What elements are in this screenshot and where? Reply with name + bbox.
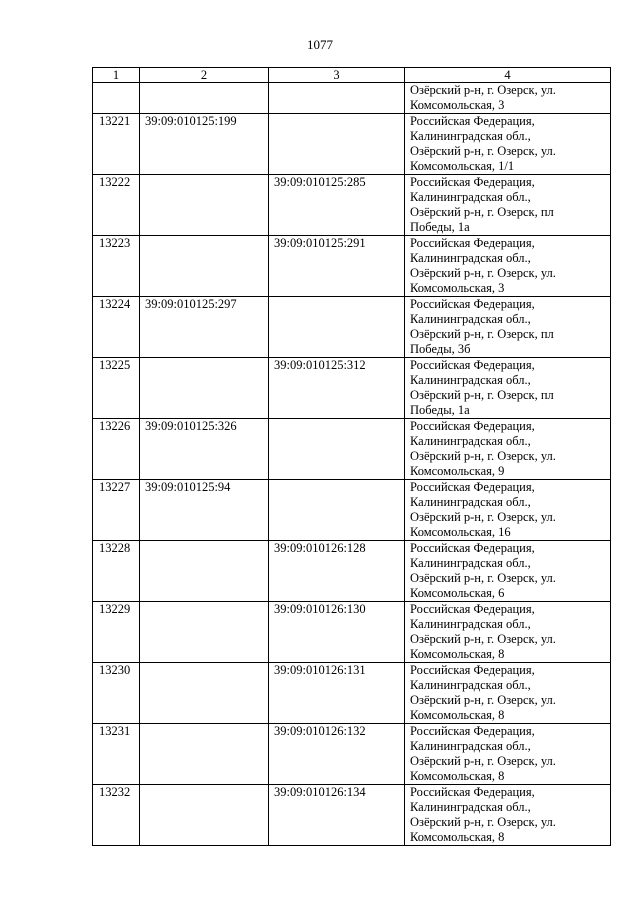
address-line: Российская Федерация, bbox=[410, 724, 535, 738]
cadastral-number-col2: 39:09:010125:297 bbox=[140, 297, 269, 358]
table-row bbox=[93, 358, 611, 419]
address-line: Озёрский р-н, г. Озерск, ул. bbox=[410, 83, 556, 97]
cadastral-number-col2 bbox=[140, 83, 269, 114]
cadastral-number-col3: 39:09:010126:130 bbox=[269, 602, 405, 663]
cadastral-number-col2 bbox=[140, 358, 269, 419]
table-row bbox=[93, 419, 611, 480]
row-number: 13230 bbox=[93, 663, 140, 724]
address-line: Озёрский р-н, г. Озерск, ул. bbox=[410, 693, 556, 707]
address-line: Комсомольская, 8 bbox=[410, 769, 505, 783]
row-number: 13222 bbox=[93, 175, 140, 236]
cadastral-number-col3 bbox=[269, 419, 405, 480]
address-line: Российская Федерация, bbox=[410, 480, 535, 494]
address-line: Комсомольская, 6 bbox=[410, 586, 505, 600]
address-cell bbox=[405, 236, 611, 297]
table-row bbox=[93, 236, 611, 297]
address-line: Калининградская обл., bbox=[410, 129, 531, 143]
address-cell bbox=[405, 663, 611, 724]
address-line: Российская Федерация, bbox=[410, 785, 535, 799]
address-cell bbox=[405, 419, 611, 480]
row-number: 13221 bbox=[93, 114, 140, 175]
address-line: Калининградская обл., bbox=[410, 190, 531, 204]
address-cell bbox=[405, 175, 611, 236]
address-cell bbox=[405, 602, 611, 663]
table-row bbox=[93, 541, 611, 602]
page-number: 1077 bbox=[307, 37, 333, 52]
address-line: Российская Федерация, bbox=[410, 419, 535, 433]
address-line: Озёрский р-н, г. Озерск, пл bbox=[410, 388, 554, 402]
address-line: Победы, 3б bbox=[410, 342, 471, 356]
address-line: Российская Федерация, bbox=[410, 297, 535, 311]
address-line: Калининградская обл., bbox=[410, 251, 531, 265]
table-row bbox=[93, 297, 611, 358]
address-line: Российская Федерация, bbox=[410, 541, 535, 555]
address-cell bbox=[405, 83, 611, 114]
address-cell bbox=[405, 114, 611, 175]
row-number: 13232 bbox=[93, 785, 140, 846]
cadastral-number-col3: 39:09:010125:291 bbox=[269, 236, 405, 297]
registry-table bbox=[92, 67, 611, 846]
address-line: Озёрский р-н, г. Озерск, ул. bbox=[410, 754, 556, 768]
address-line: Озёрский р-н, г. Озерск, ул. bbox=[410, 266, 556, 280]
cadastral-number-col3: 39:09:010126:128 bbox=[269, 541, 405, 602]
table-row bbox=[93, 114, 611, 175]
address-line: Калининградская обл., bbox=[410, 312, 531, 326]
address-line: Российская Федерация, bbox=[410, 358, 535, 372]
cadastral-number-col2 bbox=[140, 175, 269, 236]
address-line: Комсомольская, 16 bbox=[410, 525, 511, 539]
address-line: Комсомольская, 8 bbox=[410, 708, 505, 722]
cadastral-number-col3: 39:09:010126:134 bbox=[269, 785, 405, 846]
address-cell bbox=[405, 724, 611, 785]
address-line: Комсомольская, 3 bbox=[410, 98, 505, 112]
cadastral-number-col2 bbox=[140, 541, 269, 602]
address-line: Российская Федерация, bbox=[410, 114, 535, 128]
address-line: Калининградская обл., bbox=[410, 373, 531, 387]
table-row bbox=[93, 724, 611, 785]
address-line: Победы, 1а bbox=[410, 403, 470, 417]
cadastral-number-col3: 39:09:010126:131 bbox=[269, 663, 405, 724]
cadastral-number-col3: 39:09:010125:285 bbox=[269, 175, 405, 236]
address-line: Калининградская обл., bbox=[410, 495, 531, 509]
table-row bbox=[93, 83, 611, 114]
address-line: Российская Федерация, bbox=[410, 236, 535, 250]
address-cell bbox=[405, 785, 611, 846]
table-header-row bbox=[93, 68, 611, 83]
address-line: Российская Федерация, bbox=[410, 663, 535, 677]
address-line: Калининградская обл., bbox=[410, 617, 531, 631]
cadastral-number-col2 bbox=[140, 785, 269, 846]
address-line: Калининградская обл., bbox=[410, 556, 531, 570]
address-line: Российская Федерация, bbox=[410, 175, 535, 189]
address-line: Комсомольская, 1/1 bbox=[410, 159, 515, 173]
address-line: Калининградская обл., bbox=[410, 800, 531, 814]
cadastral-number-col2 bbox=[140, 236, 269, 297]
table-row bbox=[93, 663, 611, 724]
row-number: 13225 bbox=[93, 358, 140, 419]
address-line: Озёрский р-н, г. Озерск, ул. bbox=[410, 632, 556, 646]
address-line: Калининградская обл., bbox=[410, 739, 531, 753]
address-line: Калининградская обл., bbox=[410, 434, 531, 448]
row-number: 13228 bbox=[93, 541, 140, 602]
row-number bbox=[93, 83, 140, 114]
address-line: Калининградская обл., bbox=[410, 678, 531, 692]
row-number: 13226 bbox=[93, 419, 140, 480]
address-line: Озёрский р-н, г. Озерск, пл bbox=[410, 205, 554, 219]
address-line: Комсомольская, 8 bbox=[410, 647, 505, 661]
address-line: Комсомольская, 9 bbox=[410, 464, 505, 478]
address-line: Озёрский р-н, г. Озерск, ул. bbox=[410, 571, 556, 585]
column-header-3: 3 bbox=[269, 68, 405, 83]
address-line: Российская Федерация, bbox=[410, 602, 535, 616]
address-line: Победы, 1а bbox=[410, 220, 470, 234]
cadastral-number-col3 bbox=[269, 297, 405, 358]
row-number: 13223 bbox=[93, 236, 140, 297]
table-body bbox=[93, 68, 611, 846]
column-header-2: 2 bbox=[140, 68, 269, 83]
cadastral-number-col2 bbox=[140, 602, 269, 663]
table-row bbox=[93, 602, 611, 663]
address-cell bbox=[405, 541, 611, 602]
cadastral-number-col3: 39:09:010125:312 bbox=[269, 358, 405, 419]
cadastral-number-col2: 39:09:010125:199 bbox=[140, 114, 269, 175]
address-cell bbox=[405, 480, 611, 541]
cadastral-number-col3 bbox=[269, 114, 405, 175]
cadastral-number-col2: 39:09:010125:326 bbox=[140, 419, 269, 480]
address-cell bbox=[405, 358, 611, 419]
cadastral-number-col3: 39:09:010126:132 bbox=[269, 724, 405, 785]
cadastral-number-col3 bbox=[269, 480, 405, 541]
table-row bbox=[93, 785, 611, 846]
cadastral-number-col3 bbox=[269, 83, 405, 114]
address-line: Комсомольская, 8 bbox=[410, 830, 505, 844]
column-header-4: 4 bbox=[405, 68, 611, 83]
cadastral-number-col2 bbox=[140, 663, 269, 724]
row-number: 13229 bbox=[93, 602, 140, 663]
row-number: 13227 bbox=[93, 480, 140, 541]
table-row bbox=[93, 480, 611, 541]
column-header-1: 1 bbox=[93, 68, 140, 83]
address-line: Озёрский р-н, г. Озерск, пл bbox=[410, 327, 554, 341]
address-line: Озёрский р-н, г. Озерск, ул. bbox=[410, 510, 556, 524]
cadastral-number-col2 bbox=[140, 724, 269, 785]
address-line: Озёрский р-н, г. Озерск, ул. bbox=[410, 815, 556, 829]
row-number: 13224 bbox=[93, 297, 140, 358]
row-number: 13231 bbox=[93, 724, 140, 785]
cadastral-number-col2: 39:09:010125:94 bbox=[140, 480, 269, 541]
table-row bbox=[93, 175, 611, 236]
address-line: Озёрский р-н, г. Озерск, ул. bbox=[410, 449, 556, 463]
address-line: Озёрский р-н, г. Озерск, ул. bbox=[410, 144, 556, 158]
address-cell bbox=[405, 297, 611, 358]
address-line: Комсомольская, 3 bbox=[410, 281, 505, 295]
